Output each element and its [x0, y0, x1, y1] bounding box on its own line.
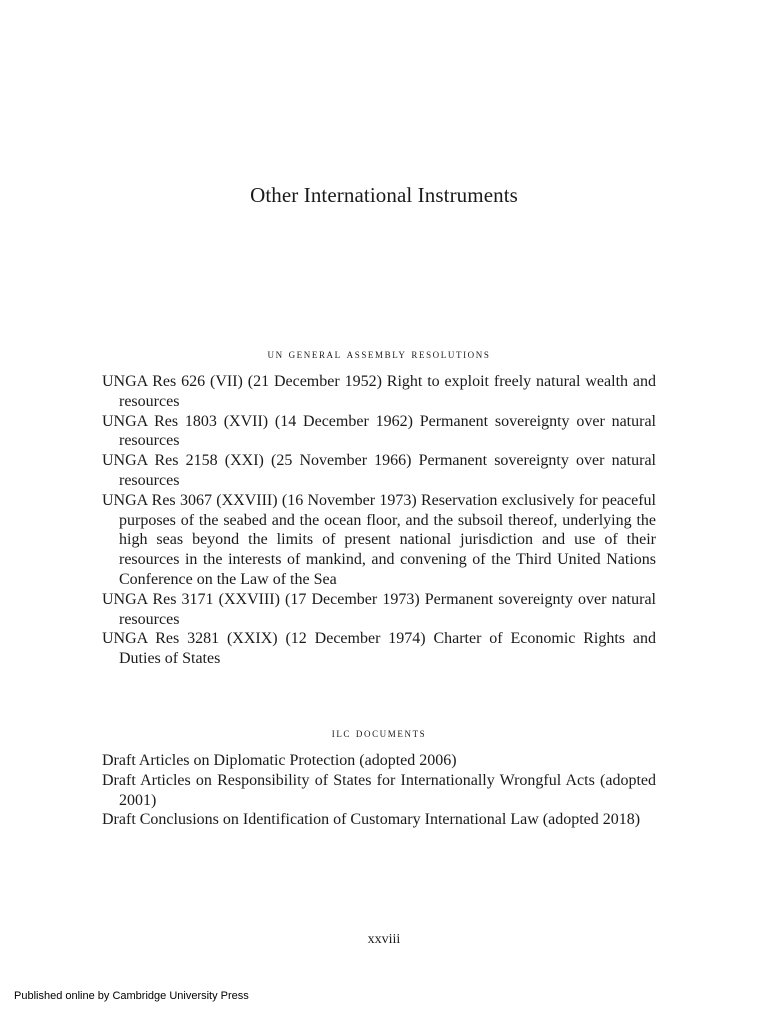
list-item: Draft Articles on Diplomatic Protection (adopted 2006)	[102, 752, 457, 769]
section-heading: ilc documents	[331, 725, 427, 740]
list-item: UNGA Res 626 (VII) (21 December 1952) Right to exploit freely natural wealth and resources	[102, 373, 656, 410]
list-item: Draft Conclusions on Identification of Customary International Law (adopted 2018)	[102, 811, 641, 829]
publisher-footer: Published online by Cambridge University Press	[14, 990, 249, 1002]
section-heading: un general assembly resolutions	[267, 346, 491, 361]
page-title: Other International Instruments	[250, 183, 518, 207]
list-item: UNGA Res 2158 (XXI) (25 November 1966) Permanent sovereignty over natural resources	[102, 452, 656, 489]
list-item: UNGA Res 1803 (XVII) (14 December 1962) Permanent sovereignty over natural resources	[102, 412, 656, 450]
list-item: Draft Articles on Responsibility of States for Internationally Wrongful Acts (adopted 2001)	[102, 771, 656, 809]
section-unga-resolutions	[102, 346, 656, 669]
page-number: xxviii	[367, 932, 401, 947]
list-item: UNGA Res 3171 (XXVIII) (17 December 1973) Permanent sovereignty over natural resources	[102, 590, 656, 628]
list-item: UNGA Res 3281 (XXIX) (12 December 1974) Charter of Economic Rights and Duties of States	[102, 630, 656, 668]
list-item: UNGA Res 3067 (XXVIII) (16 November 1973) Reservation exclusively for peaceful purposes of the seabed and the ocean floor, and the subsoil thereof, underlying the high seas beyond the limits of present national jurisdiction and use of their resources in the interests of mankind, and convening of the Third United Nations Conference on the Law of the Sea	[102, 491, 656, 588]
section-ilc-documents	[102, 725, 656, 830]
